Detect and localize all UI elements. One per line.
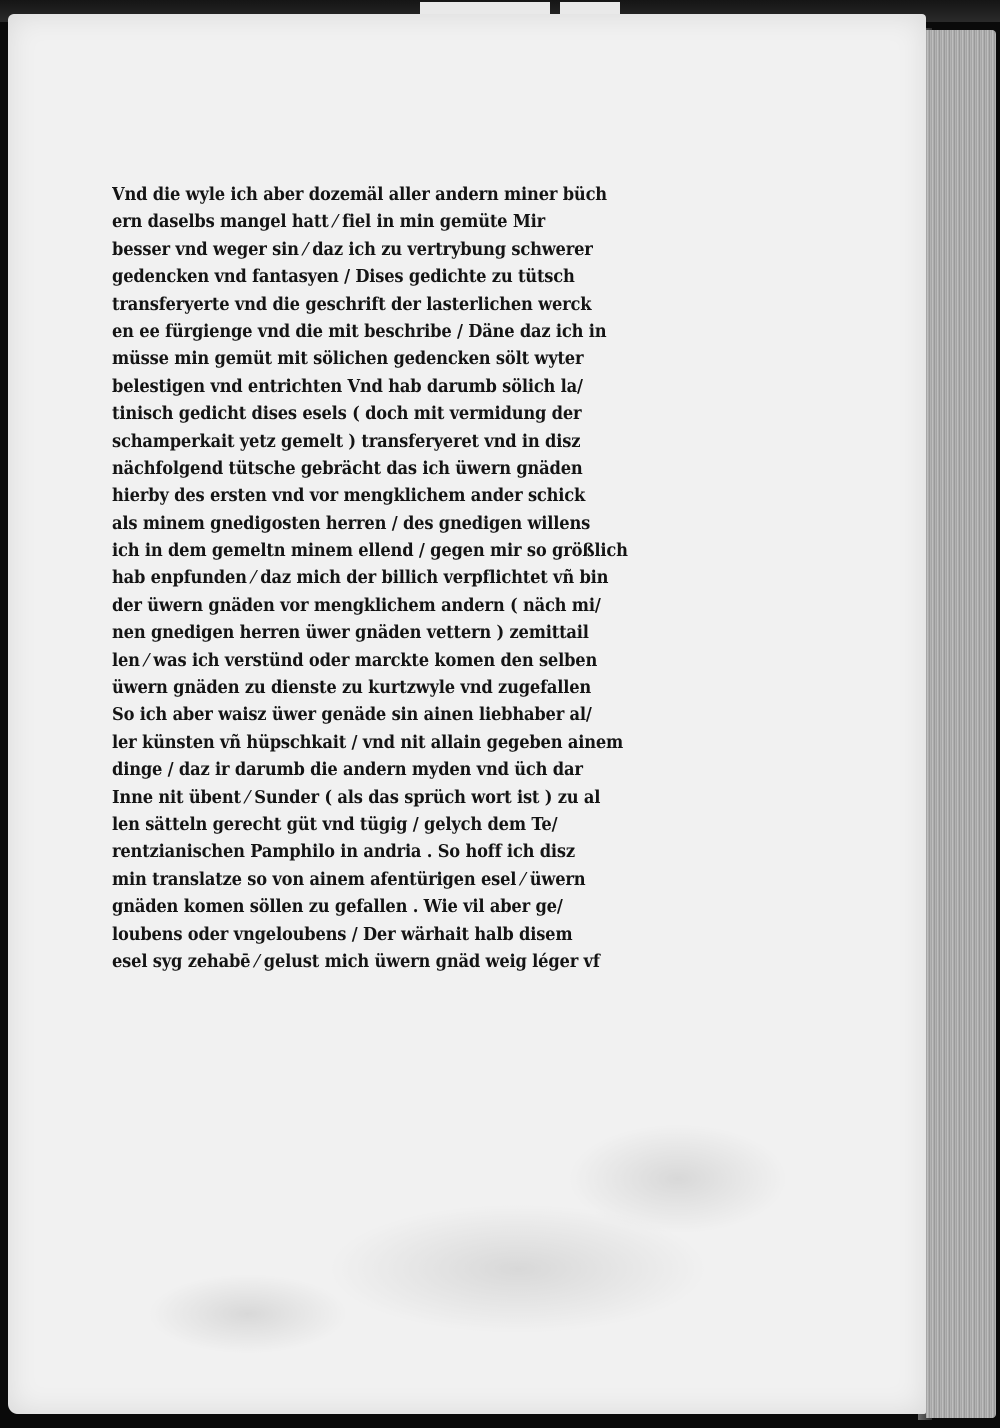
water-stain: [148, 1274, 348, 1354]
text-line: Vnd die wyle ich aber dozemäl aller andern miner büch: [112, 185, 607, 205]
text-line: ern daselbs mangel hatt ⁄ fiel in min gemüte Mir: [112, 212, 546, 233]
text-line: hierby des ersten vnd vor mengklichem ander schick: [112, 486, 586, 507]
text-line: nächfolgend tütsche gebrächt das ich üwern gnäden: [112, 458, 583, 479]
text-line: Inne nit übent ⁄ Sunder ( als das sprüch wort ist ) zu al: [112, 787, 601, 808]
text-line: der üwern gnäden vor mengklichem andern ( näch mi/: [112, 595, 601, 616]
text-line: loubens oder vngeloubens / Der wärhait halb disem: [112, 924, 573, 945]
text-line: len ⁄ was ich verstünd oder marckte komen den selben: [112, 650, 598, 671]
text-line: ich in dem gemeltn minem ellend / gegen mir so größlich: [112, 541, 628, 562]
top-edge-highlight: [560, 2, 620, 14]
book-fore-edge: [926, 30, 996, 1418]
text-line: tinisch gedicht dises esels ( doch mit vermidung der: [112, 404, 582, 425]
text-line: So ich aber waisz üwer genäde sin ainen liebhaber al/: [112, 705, 592, 726]
text-line: en ee fürgienge vnd die mit beschribe / Däne daz ich in: [112, 321, 607, 342]
text-line: transferyerte vnd die geschrift der lasterlichen werck: [112, 294, 592, 315]
text-line: besser vnd weger sin ⁄ daz ich zu vertrybung schwerer: [112, 239, 593, 260]
text-line: esel syg zehabē ⁄ gelust mich üwern gnäd weig léger vf: [112, 951, 600, 972]
text-line: ler künsten vñ hüpschkait / vnd nit allain gegeben ainem: [112, 732, 624, 753]
text-line: gnäden komen söllen zu gefallen . Wie vil aber ge/: [112, 897, 563, 918]
water-stain: [568, 1124, 788, 1234]
text-line: min translatze so von ainem afentürigen esel ⁄ üwern: [112, 869, 586, 890]
text-line: schamperkait yetz gemelt ) transferyeret vnd in disz: [112, 431, 581, 452]
text-line: hab enpfunden ⁄ daz mich der billich verpflichtet vñ bin: [112, 568, 609, 589]
blackletter-text-block: [112, 182, 682, 976]
text-line: dinge / daz ir darumb die andern myden vnd üch dar: [112, 760, 583, 781]
text-line: nen gnedigen herren üwer gnäden vettern ) zemittail: [112, 623, 589, 644]
top-edge-highlight: [420, 2, 550, 14]
text-line: gedencken vnd fantasyen / Dises gedichte zu tütsch: [112, 267, 575, 288]
text-line: belestigen vnd entrichten Vnd hab darumb sölich la/: [112, 376, 583, 397]
text-line: als minem gnedigosten herren / des gnedigen willens: [112, 513, 591, 534]
text-line: üwern gnäden zu dienste zu kurtzwyle vnd zugefallen: [112, 678, 592, 699]
text-line: len sätteln gerecht güt vnd tügig / gelych dem Te/: [112, 814, 558, 835]
text-line: müsse min gemüt mit sölichen gedencken sölt wyter: [112, 349, 584, 370]
text-line: rentzianischen Pamphilo in andria . So hoff ich disz: [112, 842, 575, 863]
